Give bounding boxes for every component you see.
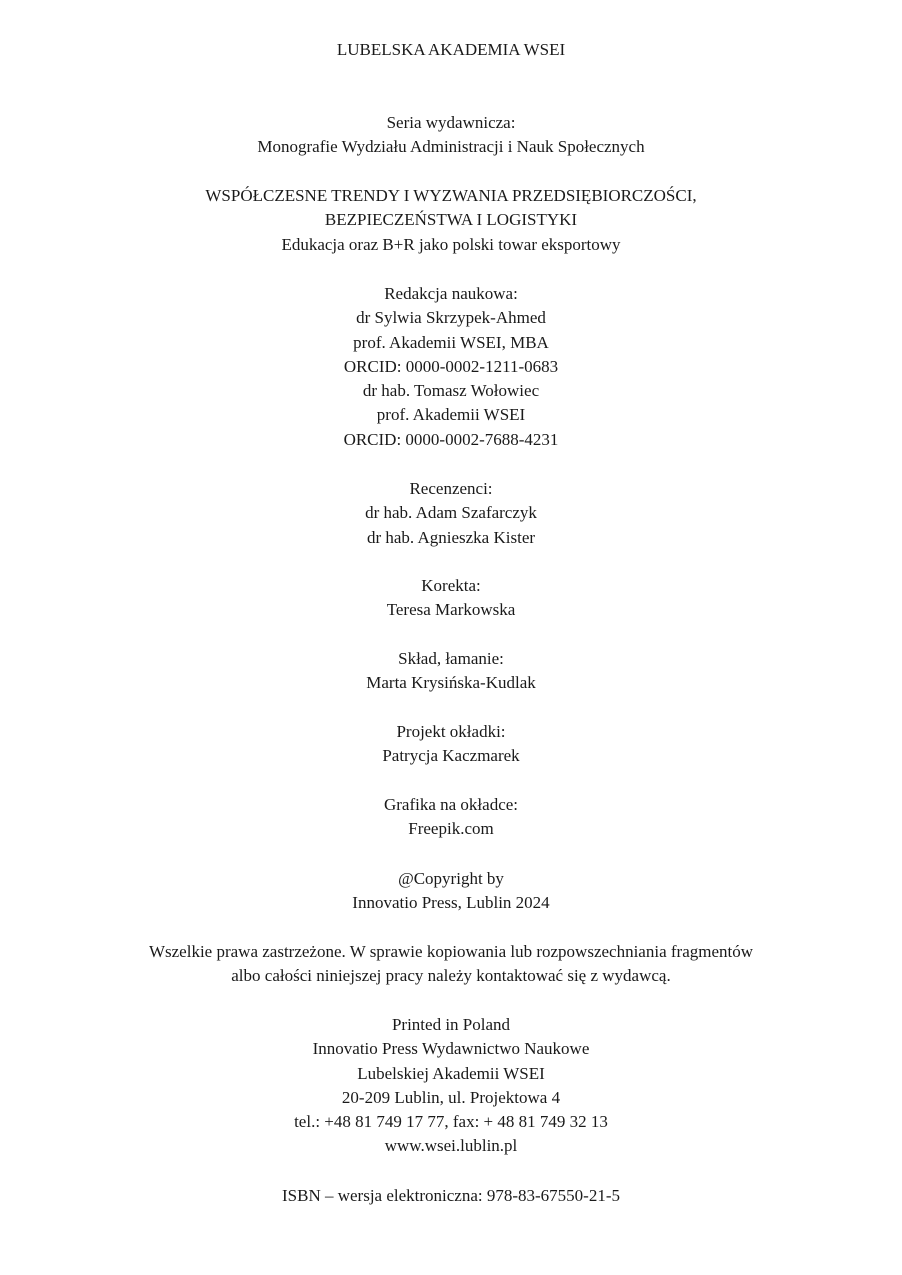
copyright-line-1: @Copyright by <box>398 869 504 888</box>
rights-notice <box>0 940 902 989</box>
rights-line-1: Wszelkie prawa zastrzeżone. W sprawie kopiowania lub rozpowszechniania fragmentów <box>148 942 754 961</box>
cover-graphic-section <box>0 793 902 842</box>
cover-designer-name: Patrycja Kaczmarek <box>382 746 520 766</box>
book-title-line-2: BEZPIECZEŃSTWA I LOGISTYKI <box>324 210 578 230</box>
proofreading-label: Korekta: <box>421 576 481 595</box>
imprint-line: www.wsei.lublin.pl <box>384 1136 518 1156</box>
copyright-section <box>0 867 902 916</box>
reviewers-label: Recenzenci: <box>409 479 493 498</box>
imprint-line: Printed in Poland <box>391 1015 511 1034</box>
copyright-line-2: Innovatio Press, Lublin 2024 <box>352 893 550 913</box>
editor-line: ORCID: 0000-0002-7688-4231 <box>343 429 559 449</box>
editor-line: ORCID: 0000-0002-1211-0683 <box>343 356 559 376</box>
cover-design-section <box>0 720 902 769</box>
rights-line-2: albo całości niniejszej pracy należy kontaktować się z wydawcą. <box>231 966 671 986</box>
editor-line: dr hab. Tomasz Wołowiec <box>362 381 540 401</box>
isbn-section <box>0 1184 902 1208</box>
typesetting-label: Skład, łamanie: <box>398 649 504 668</box>
editor-line: prof. Akademii WSEI, MBA <box>353 332 549 352</box>
publisher-name: LUBELSKA AKADEMIA WSEI <box>336 40 566 59</box>
reviewer-name: dr hab. Adam Szafarczyk <box>365 503 537 523</box>
imprint-line: Lubelskiej Akademii WSEI <box>357 1063 545 1083</box>
proofreader-name: Teresa Markowska <box>386 600 516 620</box>
typesetting-section <box>0 647 902 696</box>
imprint-line: tel.: +48 81 749 17 77, fax: + 48 81 749 32 13 <box>294 1112 608 1132</box>
imprint-line: 20-209 Lublin, ul. Projektowa 4 <box>341 1087 561 1107</box>
isbn-text: ISBN – wersja elektroniczna: 978-83-67550-21-5 <box>281 1186 621 1205</box>
reviewer-name: dr hab. Agnieszka Kister <box>366 527 536 547</box>
series-label: Seria wydawnicza: <box>386 113 516 132</box>
imprint-line: Innovatio Press Wydawnictwo Naukowe <box>312 1039 590 1059</box>
editor-line: prof. Akademii WSEI <box>376 405 526 425</box>
book-title-line-1: WSPÓŁCZESNE TRENDY I WYZWANIA PRZEDSIĘBIORCZOŚCI, <box>205 186 697 205</box>
cover-graphic-label: Grafika na okładce: <box>383 795 519 814</box>
typesetter-name: Marta Krysińska-Kudlak <box>366 673 536 693</box>
publisher-header <box>0 38 902 62</box>
editors-label: Redakcja naukowa: <box>384 284 518 303</box>
publisher-imprint <box>0 1013 902 1159</box>
series-section <box>0 111 902 160</box>
proofreading-section <box>0 574 902 623</box>
editor-line: dr Sylwia Skrzypek-Ahmed <box>356 308 546 328</box>
cover-design-label: Projekt okładki: <box>396 722 506 741</box>
reviewers-section <box>0 477 902 550</box>
series-name: Monografie Wydziału Administracji i Nauk Społecznych <box>257 137 645 157</box>
scientific-editors-section <box>0 282 902 452</box>
book-title-section <box>0 184 902 257</box>
cover-graphic-source: Freepik.com <box>408 819 494 839</box>
book-subtitle: Edukacja oraz B+R jako polski towar eksportowy <box>281 234 621 254</box>
